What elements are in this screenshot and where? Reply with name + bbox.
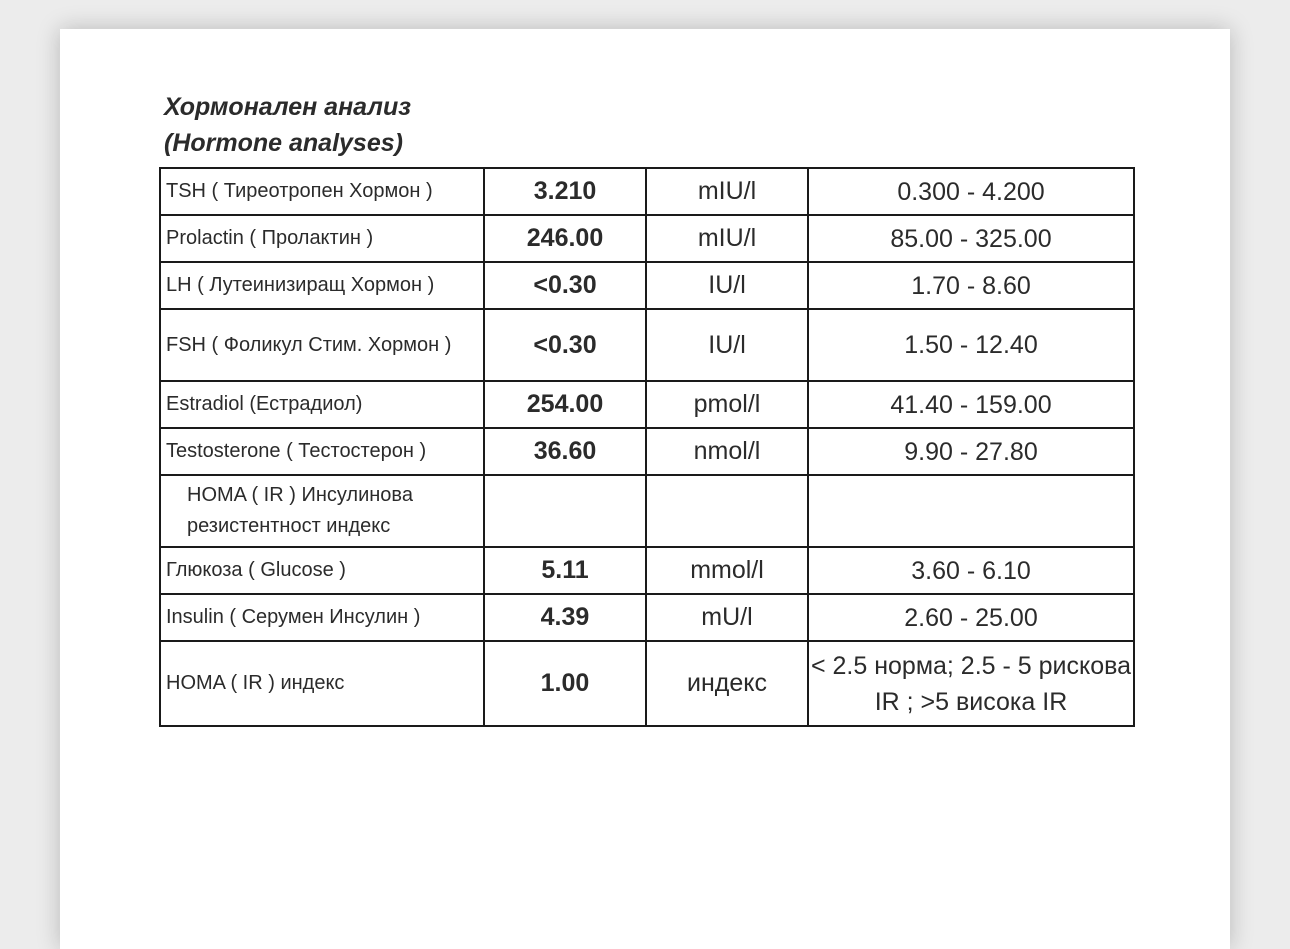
section-title: Хормонален анализ [164, 93, 411, 121]
test-unit: mU/l [646, 594, 808, 641]
section-heading [164, 89, 411, 161]
test-unit: nmol/l [646, 428, 808, 475]
document-page [60, 29, 1230, 949]
table-row [160, 594, 1134, 641]
test-value: 5.11 [484, 547, 646, 594]
table-row [160, 547, 1134, 594]
hormone-results-table [159, 167, 1135, 727]
test-name: Estradiol (Естрадиол) [160, 381, 484, 428]
test-unit: индекс [646, 641, 808, 726]
test-unit: mIU/l [646, 215, 808, 262]
reference-range: < 2.5 норма; 2.5 - 5 рискова IR ; >5 висока IR [808, 641, 1134, 726]
reference-range: 1.70 - 8.60 [808, 262, 1134, 309]
test-name: HOMA ( IR ) индекс [160, 641, 484, 726]
test-value: 4.39 [484, 594, 646, 641]
test-unit: IU/l [646, 309, 808, 381]
table-row [160, 168, 1134, 215]
test-value: 36.60 [484, 428, 646, 475]
test-value: 254.00 [484, 381, 646, 428]
test-value [484, 475, 646, 547]
table-row [160, 309, 1134, 381]
test-unit: pmol/l [646, 381, 808, 428]
reference-range [808, 475, 1134, 547]
section-subtitle: (Hormone analyses) [164, 129, 403, 157]
reference-range: 3.60 - 6.10 [808, 547, 1134, 594]
reference-range: 0.300 - 4.200 [808, 168, 1134, 215]
test-value: 3.210 [484, 168, 646, 215]
reference-range: 9.90 - 27.80 [808, 428, 1134, 475]
test-unit: mIU/l [646, 168, 808, 215]
test-name: Insulin ( Серумен Инсулин ) [160, 594, 484, 641]
table-row [160, 381, 1134, 428]
test-name: LH ( Лутеинизиращ Хормон ) [160, 262, 484, 309]
test-name: TSH ( Тиреотропен Хормон ) [160, 168, 484, 215]
test-unit: mmol/l [646, 547, 808, 594]
test-value: <0.30 [484, 262, 646, 309]
reference-range: 2.60 - 25.00 [808, 594, 1134, 641]
test-group-name: HOMA ( IR ) Инсулинова резистентност индекс [160, 475, 484, 547]
test-name: Testosterone ( Тестостерон ) [160, 428, 484, 475]
table-row [160, 262, 1134, 309]
test-value: 1.00 [484, 641, 646, 726]
reference-range: 41.40 - 159.00 [808, 381, 1134, 428]
table-row [160, 215, 1134, 262]
test-value: <0.30 [484, 309, 646, 381]
reference-range: 1.50 - 12.40 [808, 309, 1134, 381]
test-unit [646, 475, 808, 547]
table-row [160, 428, 1134, 475]
reference-range: 85.00 - 325.00 [808, 215, 1134, 262]
test-value: 246.00 [484, 215, 646, 262]
test-name: FSH ( Фоликул Стим. Хормон ) [160, 309, 484, 381]
test-name: Prolactin ( Пролактин ) [160, 215, 484, 262]
table-row [160, 641, 1134, 726]
test-unit: IU/l [646, 262, 808, 309]
table-row [160, 475, 1134, 547]
test-name: Глюкоза ( Glucose ) [160, 547, 484, 594]
